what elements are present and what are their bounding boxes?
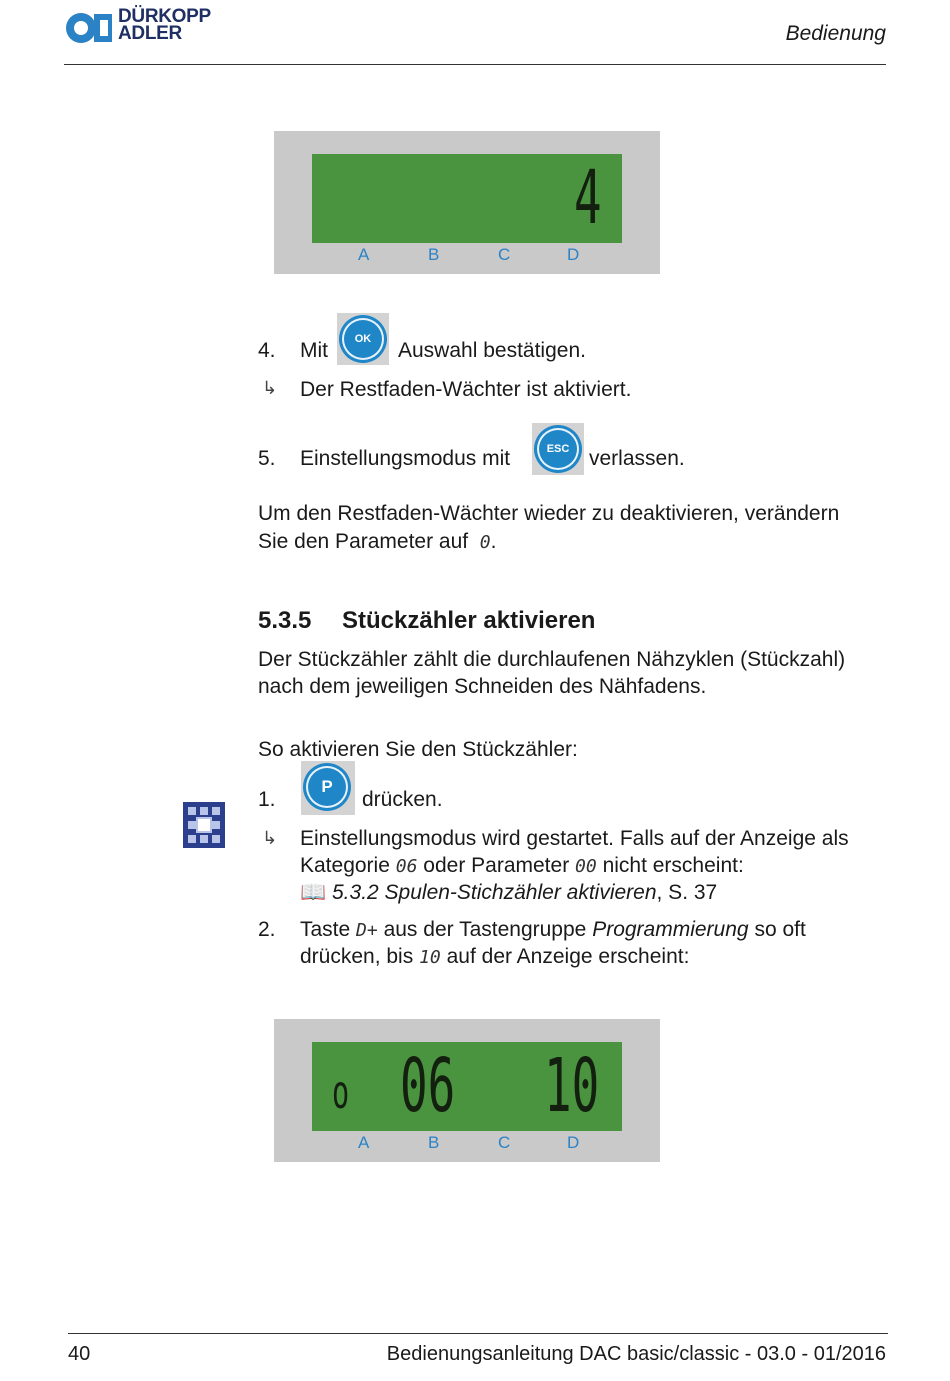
step-result: Kategorie 06 oder Parameter 00 nicht erscheint: bbox=[300, 854, 744, 877]
step-result: Der Restfaden-Wächter ist aktiviert. bbox=[300, 378, 632, 401]
step-text: verlassen. bbox=[589, 447, 685, 470]
lcd-digit: 4 bbox=[574, 155, 602, 241]
logo-icon bbox=[64, 10, 114, 46]
settings-mode-icon bbox=[183, 802, 225, 848]
result-arrow-icon: ↳ bbox=[262, 378, 278, 398]
result-arrow-icon: ↳ bbox=[262, 828, 278, 848]
step-number: 5. bbox=[258, 447, 276, 470]
logo-line-2: ADLER bbox=[118, 23, 182, 44]
note-line: Um den Restfaden-Wächter wieder zu deaktivieren, verändern bbox=[258, 502, 840, 525]
chapter-title: Bedienung bbox=[785, 22, 886, 45]
lcd-screen bbox=[312, 1042, 622, 1131]
step-text: drücken, bis 10 auf der Anzeige erscheint: bbox=[300, 945, 690, 968]
key-label-a: A bbox=[358, 245, 370, 264]
key-label-b: B bbox=[428, 245, 440, 264]
instruction-lead: So aktivieren Sie den Stückzähler: bbox=[258, 738, 578, 761]
section-heading bbox=[258, 607, 595, 635]
footer-divider bbox=[68, 1333, 888, 1334]
key-label-d: D bbox=[567, 1133, 580, 1152]
key-name: D+ bbox=[356, 920, 378, 941]
document-title: Bedienungsanleitung DAC basic/classic - 03.0 - 01/2016 bbox=[386, 1343, 886, 1365]
step-result: Einstellungsmodus wird gestartet. Falls auf der Anzeige als bbox=[300, 827, 849, 850]
note-line: Sie den Parameter auf 0. bbox=[258, 530, 497, 553]
section-number: 5.3.5 bbox=[258, 607, 312, 634]
step-text: Einstellungsmodus mit bbox=[300, 447, 511, 470]
key-label-d: D bbox=[567, 245, 580, 264]
p-button-icon: P bbox=[301, 761, 355, 815]
esc-button-icon: ESC bbox=[532, 423, 584, 475]
control-panel-display bbox=[274, 131, 660, 274]
lcd-category-marker: o bbox=[332, 1065, 350, 1119]
page-number: 40 bbox=[68, 1343, 91, 1365]
ok-button-icon: OK bbox=[337, 313, 389, 365]
key-label-c: C bbox=[498, 245, 511, 264]
step-text: Mit bbox=[300, 339, 328, 362]
step-text: Taste D+ aus der Tastengruppe Programmierung so oft bbox=[300, 918, 806, 941]
lcd-category: 06 bbox=[400, 1043, 456, 1129]
parameter-value: 00 bbox=[575, 856, 597, 877]
category-value: 06 bbox=[395, 856, 418, 877]
intro-line: Der Stückzähler zählt die durchlaufenen Nähzyklen (Stückzahl) bbox=[258, 648, 846, 671]
step-number: 1. bbox=[258, 788, 276, 811]
lcd-parameter: 10 bbox=[544, 1043, 600, 1129]
control-panel-display bbox=[274, 1019, 660, 1162]
cross-reference[interactable]: 📖 5.3.2 Spulen-Stichzähler aktivieren, S. 37 bbox=[300, 881, 718, 904]
logo-line-1: DÜRKOPP bbox=[118, 6, 211, 27]
key-labels bbox=[274, 1133, 660, 1155]
parameter-value: 10 bbox=[419, 947, 441, 968]
book-icon: 📖 bbox=[300, 881, 327, 904]
key-label-b: B bbox=[428, 1133, 440, 1152]
reference-link: 5.3.2 Spulen-Stichzähler aktivieren bbox=[332, 881, 657, 904]
step-number: 2. bbox=[258, 918, 276, 941]
step-number: 4. bbox=[258, 339, 276, 362]
section-title: Stückzähler aktivieren bbox=[342, 607, 596, 634]
step-text: drücken. bbox=[362, 788, 443, 811]
key-label-c: C bbox=[498, 1133, 511, 1152]
header-divider bbox=[64, 64, 886, 65]
brand-logo bbox=[64, 8, 234, 50]
step-text: Auswahl bestätigen. bbox=[398, 339, 586, 362]
parameter-value: 0 bbox=[479, 532, 491, 553]
key-label-a: A bbox=[358, 1133, 370, 1152]
key-labels bbox=[274, 245, 660, 267]
intro-line: nach dem jeweiligen Schneiden des Nähfadens. bbox=[258, 675, 707, 698]
lcd-screen bbox=[312, 154, 622, 243]
